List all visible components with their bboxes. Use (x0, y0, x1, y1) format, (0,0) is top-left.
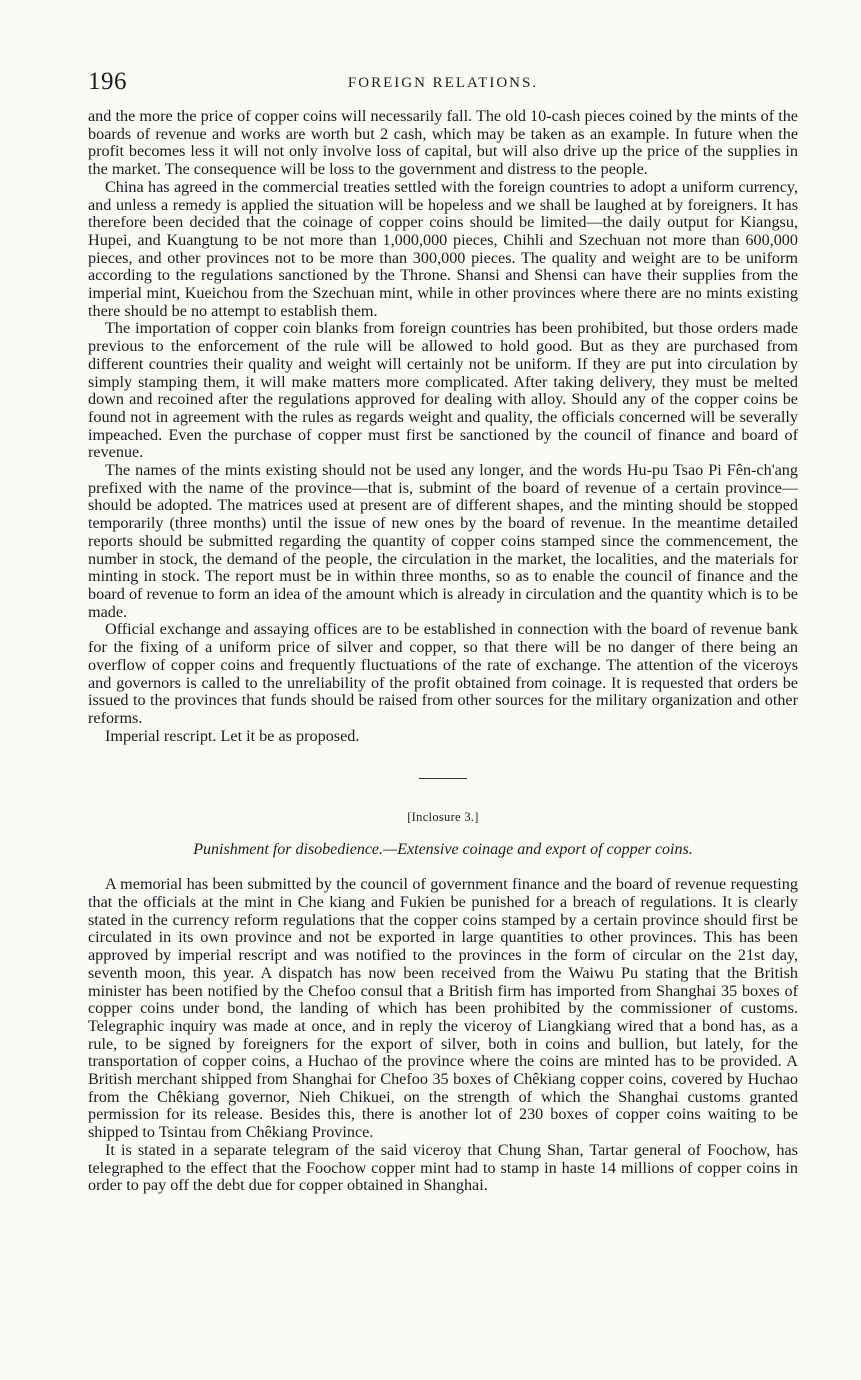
page-header (88, 68, 798, 108)
paragraph: and the more the price of copper coins will necessarily fall. The old 10-cash pieces coined by the mints of the boards of revenue and works are worth but 2 cash, which may be taken as an example. In future when the profit becomes less it will not only involve loss of capital, but will also drive up the price of the supplies in the market. The consequence will be loss to the government and distress to the people. (88, 107, 798, 179)
inclosure-3-body (88, 876, 798, 1195)
paragraph: Imperial rescript. Let it be as proposed. (105, 726, 360, 745)
inclosure-label: [Inclosure 3.] (407, 810, 479, 825)
paragraph: It is stated in a separate telegram of the said viceroy that Chung Shan, Tartar general of Foochow, has telegraphed to the effect that the Foochow copper mint had to stamp in haste 14 millions of copper coins in order to pay off the debt due for copper obtained in Shanghai. (88, 1140, 798, 1195)
paragraph: A memorial has been submitted by the council of government finance and the board of revenue requesting that the officials at the mint in Che kiang and Fukien be punished for a breach of regulations. It is clearly stated in the currency reform regulations that the copper coins stamped by a certain province should first be circulated in its own province and not be exported in large quantities to other provinces. This has been approved by imperial rescript and was notified to the provinces in the form of circular on the 21st day, seventh moon, this year. A dispatch has now been received from the Waiwu Pu stating that the British minister has been notified by the Chefoo consul that a British firm has imported from Shanghai 35 boxes of copper coins under bond, the landing of which has been prohibited by the commissioner of customs. Telegraphic inquiry was made at once, and in reply the viceroy of Liangkiang wired that a bond has, as a rule, to be signed by foreigners for the export of silver, both in coins and bullion, but lately, for the transportation of copper coins, a Huchao of the province where the coins are minted has to be provided. A British merchant shipped from Shanghai for Chefoo 35 boxes of Chêkiang copper coins, covered by Huchao from the Chêkiang governor, Nieh Chikuei, on the strength of which the Shanghai customs granted permission for its release. Besides this, there is another lot of 230 boxes of copper coins waiting to be shipped to Tsintau from Chêkiang Province. (88, 875, 798, 1142)
document-page (88, 68, 798, 1195)
paragraph: Official exchange and assaying offices are to be established in connection with the board of revenue bank for the fixing of a uniform price of silver and copper, so that there will be no danger of there being an overflow of copper coins and frequently fluctuations of the rate of exchange. The attention of the viceroys and governors is called to the unreliability of the profit obtained from coinage. It is requested that orders be issued to the provinces that funds should be raised from other sources for the military organization and other reforms. (88, 620, 798, 727)
section-divider (419, 778, 467, 779)
inclosure-2-continuation (88, 108, 798, 745)
paragraph: The importation of copper coin blanks from foreign countries has been prohibited, but those orders made previous to the enforcement of the rule will be allowed to hold good. But as they are purchased from different countries their quality and weight will certainly not be uniform. If they are put into circulation by simply stamping them, it will make matters more complicated. After taking delivery, they must be melted down and recoined after the regulations approved for dealing with alloy. Should any of the copper coins be found not in agreement with the rules as regards weight and quality, the officials concerned will be severally impeached. Even the purchase of copper must first be sanctioned by the council of finance and board of revenue. (88, 319, 798, 462)
page-number: 196 (88, 68, 127, 95)
inclosure-title: Punishment for disobedience.—Extensive coinage and export of copper coins. (193, 841, 693, 859)
paragraph: The names of the mints existing should not be used any longer, and the words Hu-pu Tsao Pi Fên-ch'ang prefixed with the name of the province—that is, submint of the board of revenue of a certain province—should be adopted. The matrices used at present are of different shapes, and the minting should be stopped temporarily (three months) until the issue of new ones by the board of revenue. In the meantime detailed reports should be submitted regarding the quantity of copper coins stamped since the commencement, the number in stock, the demand of the people, the circulation in the market, the localities, and the materials for minting in stock. The report must be in within three months, so as to enable the council of finance and the board of revenue to form an idea of the amount which is already in circulation and the quantity which is to be made. (88, 461, 798, 621)
paragraph: China has agreed in the commercial treaties settled with the foreign countries to adopt a uniform currency, and unless a remedy is applied the situation will be hopeless and we shall be laughed at by foreigners. It has therefore been decided that the coinage of copper coins should be limited—the daily output for Kiangsu, Hupei, and Kuangtung to be not more than 1,000,000 pieces, Chihli and Szechuan not more than 600,000 pieces, and other provinces not to be more than 300,000 pieces. The quality and weight are to be uniform according to the regulations sanctioned by the Throne. Shansi and Shensi can have their supplies from the imperial mint, Kueichou from the Szechuan mint, while in other provinces where there are no mints existing there should be no attempt to establish them. (88, 177, 798, 320)
running-title: FOREIGN RELATIONS. (347, 75, 539, 91)
